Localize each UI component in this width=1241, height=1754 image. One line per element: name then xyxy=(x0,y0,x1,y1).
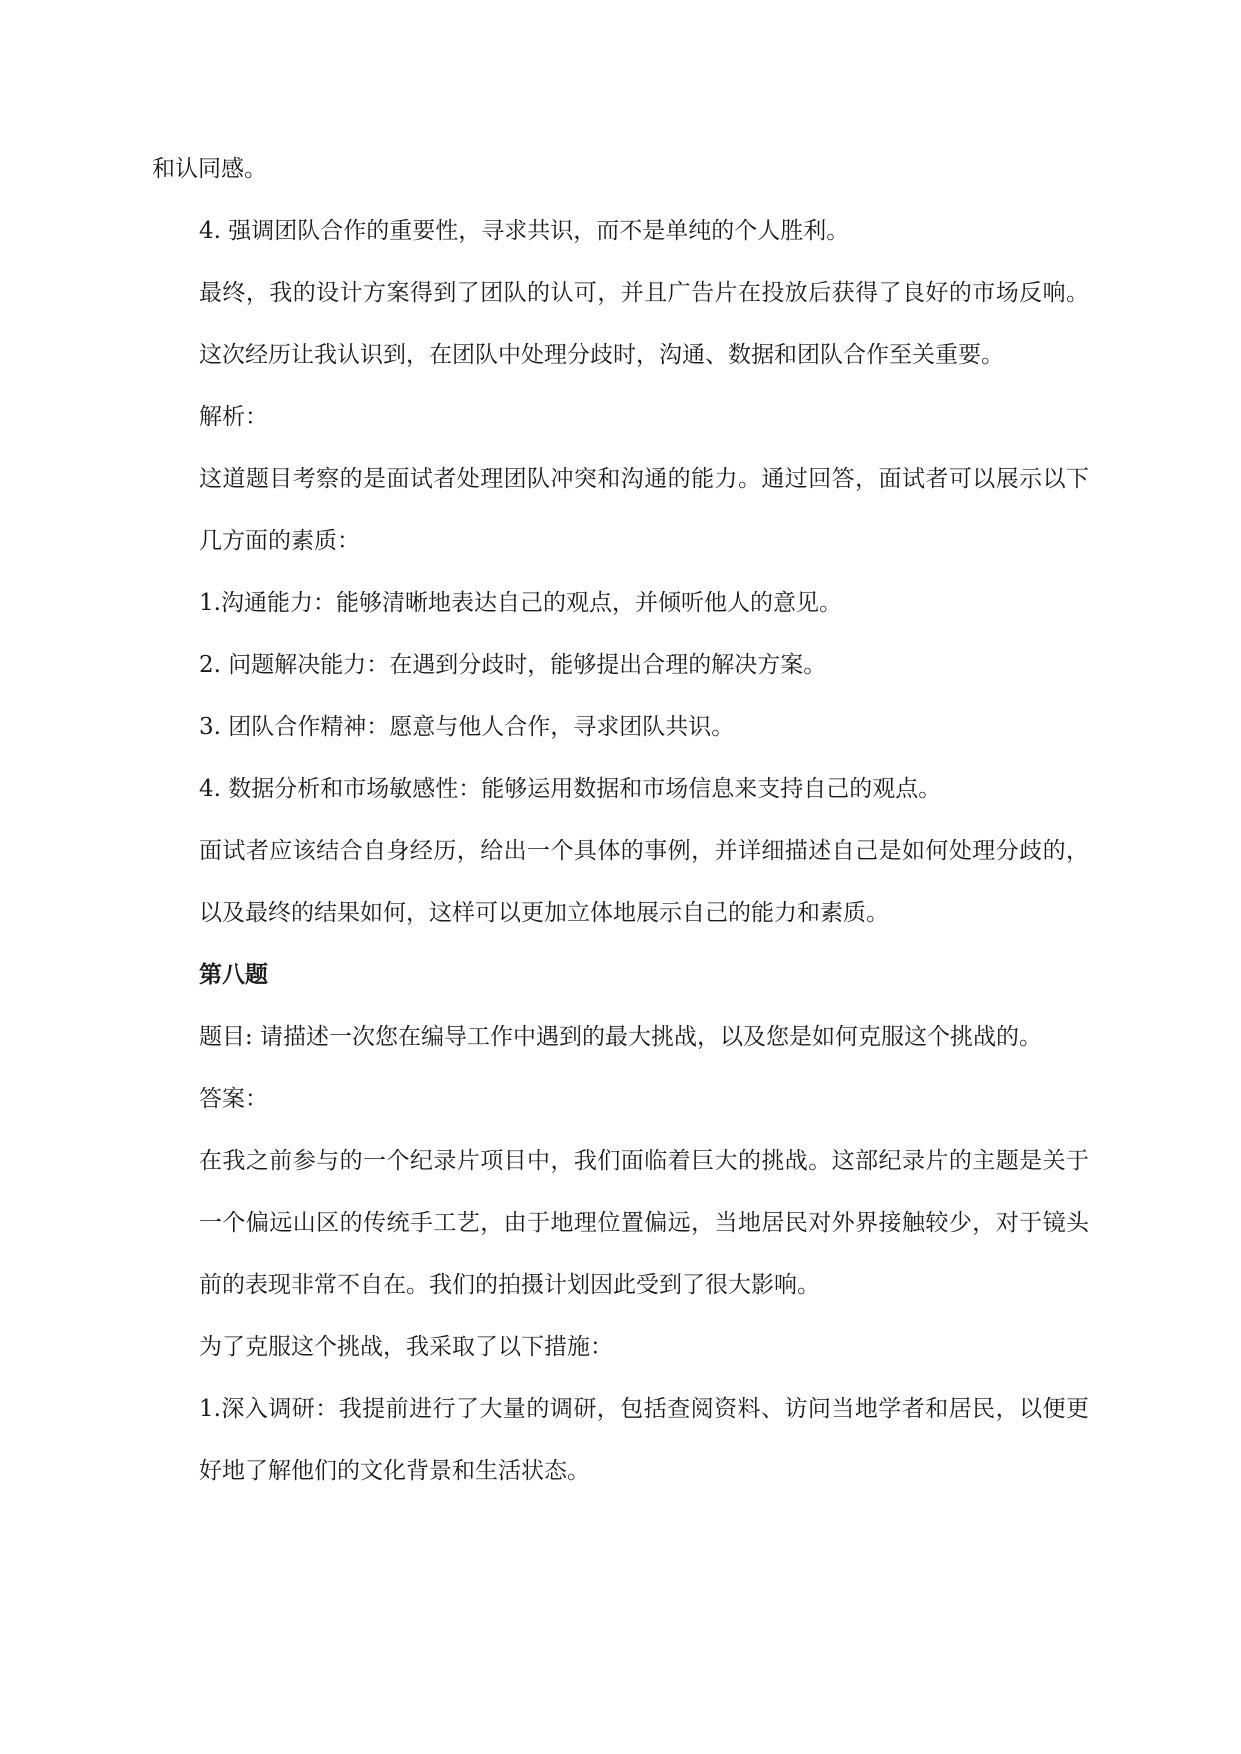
paragraph-12: 题目: 请描述一次您在编导工作中遇到的最大挑战，以及您是如何克服这个挑战的。 xyxy=(199,1024,1043,1050)
paragraph-1: 和认同感。 xyxy=(152,156,267,182)
paragraph-16: 1.深入调研：我提前进行了大量的调研，包括查阅资料、访问当地学者和居民，以便更好地了解他们的文化背景和生活状态。 xyxy=(199,1396,1089,1484)
paragraph-2: 4. 强调团队合作的重要性，寻求共识，而不是单纯的个人胜利。 xyxy=(199,218,850,244)
paragraph-13: 答案： xyxy=(199,1086,268,1112)
paragraph-4: 解析： xyxy=(199,404,268,430)
paragraph-3: 最终，我的设计方案得到了团队的认可，并且广告片在投放后获得了良好的市场反响。这次经历让我认识到，在团队中处理分歧时，沟通、数据和团队合作至关重要。 xyxy=(199,280,1089,368)
paragraph-6: 1.沟通能力：能够清晰地表达自己的观点，并倾听他人的意见。 xyxy=(199,590,842,616)
paragraph-7: 2. 问题解决能力：在遇到分歧时，能够提出合理的解决方案。 xyxy=(199,652,827,678)
paragraph-15: 为了克服这个挑战，我采取了以下措施： xyxy=(199,1334,613,1360)
paragraph-14: 在我之前参与的一个纪录片项目中，我们面临着巨大的挑战。这部纪录片的主题是关于一个偏远山区的传统手工艺，由于地理位置偏远，当地居民对外界接触较少，对于镜头前的表现非常不自在。我们的拍摄计划因此受到了很大影响。 xyxy=(199,1148,1089,1298)
section-heading: 第八题 xyxy=(199,961,268,988)
paragraph-8: 3. 团队合作精神：愿意与他人合作，寻求团队共识。 xyxy=(199,714,735,740)
paragraph-5: 这道题目考察的是面试者处理团队冲突和沟通的能力。通过回答，面试者可以展示以下几方面的素质： xyxy=(199,466,1089,554)
paragraph-10: 面试者应该结合自身经历，给出一个具体的事例，并详细描述自己是如何处理分歧的，以及最终的结果如何，这样可以更加立体地展示自己的能力和素质。 xyxy=(199,838,1089,926)
document-body xyxy=(152,138,1089,1502)
paragraph-9: 4. 数据分析和市场敏感性：能够运用数据和市场信息来支持自己的观点。 xyxy=(199,776,942,802)
